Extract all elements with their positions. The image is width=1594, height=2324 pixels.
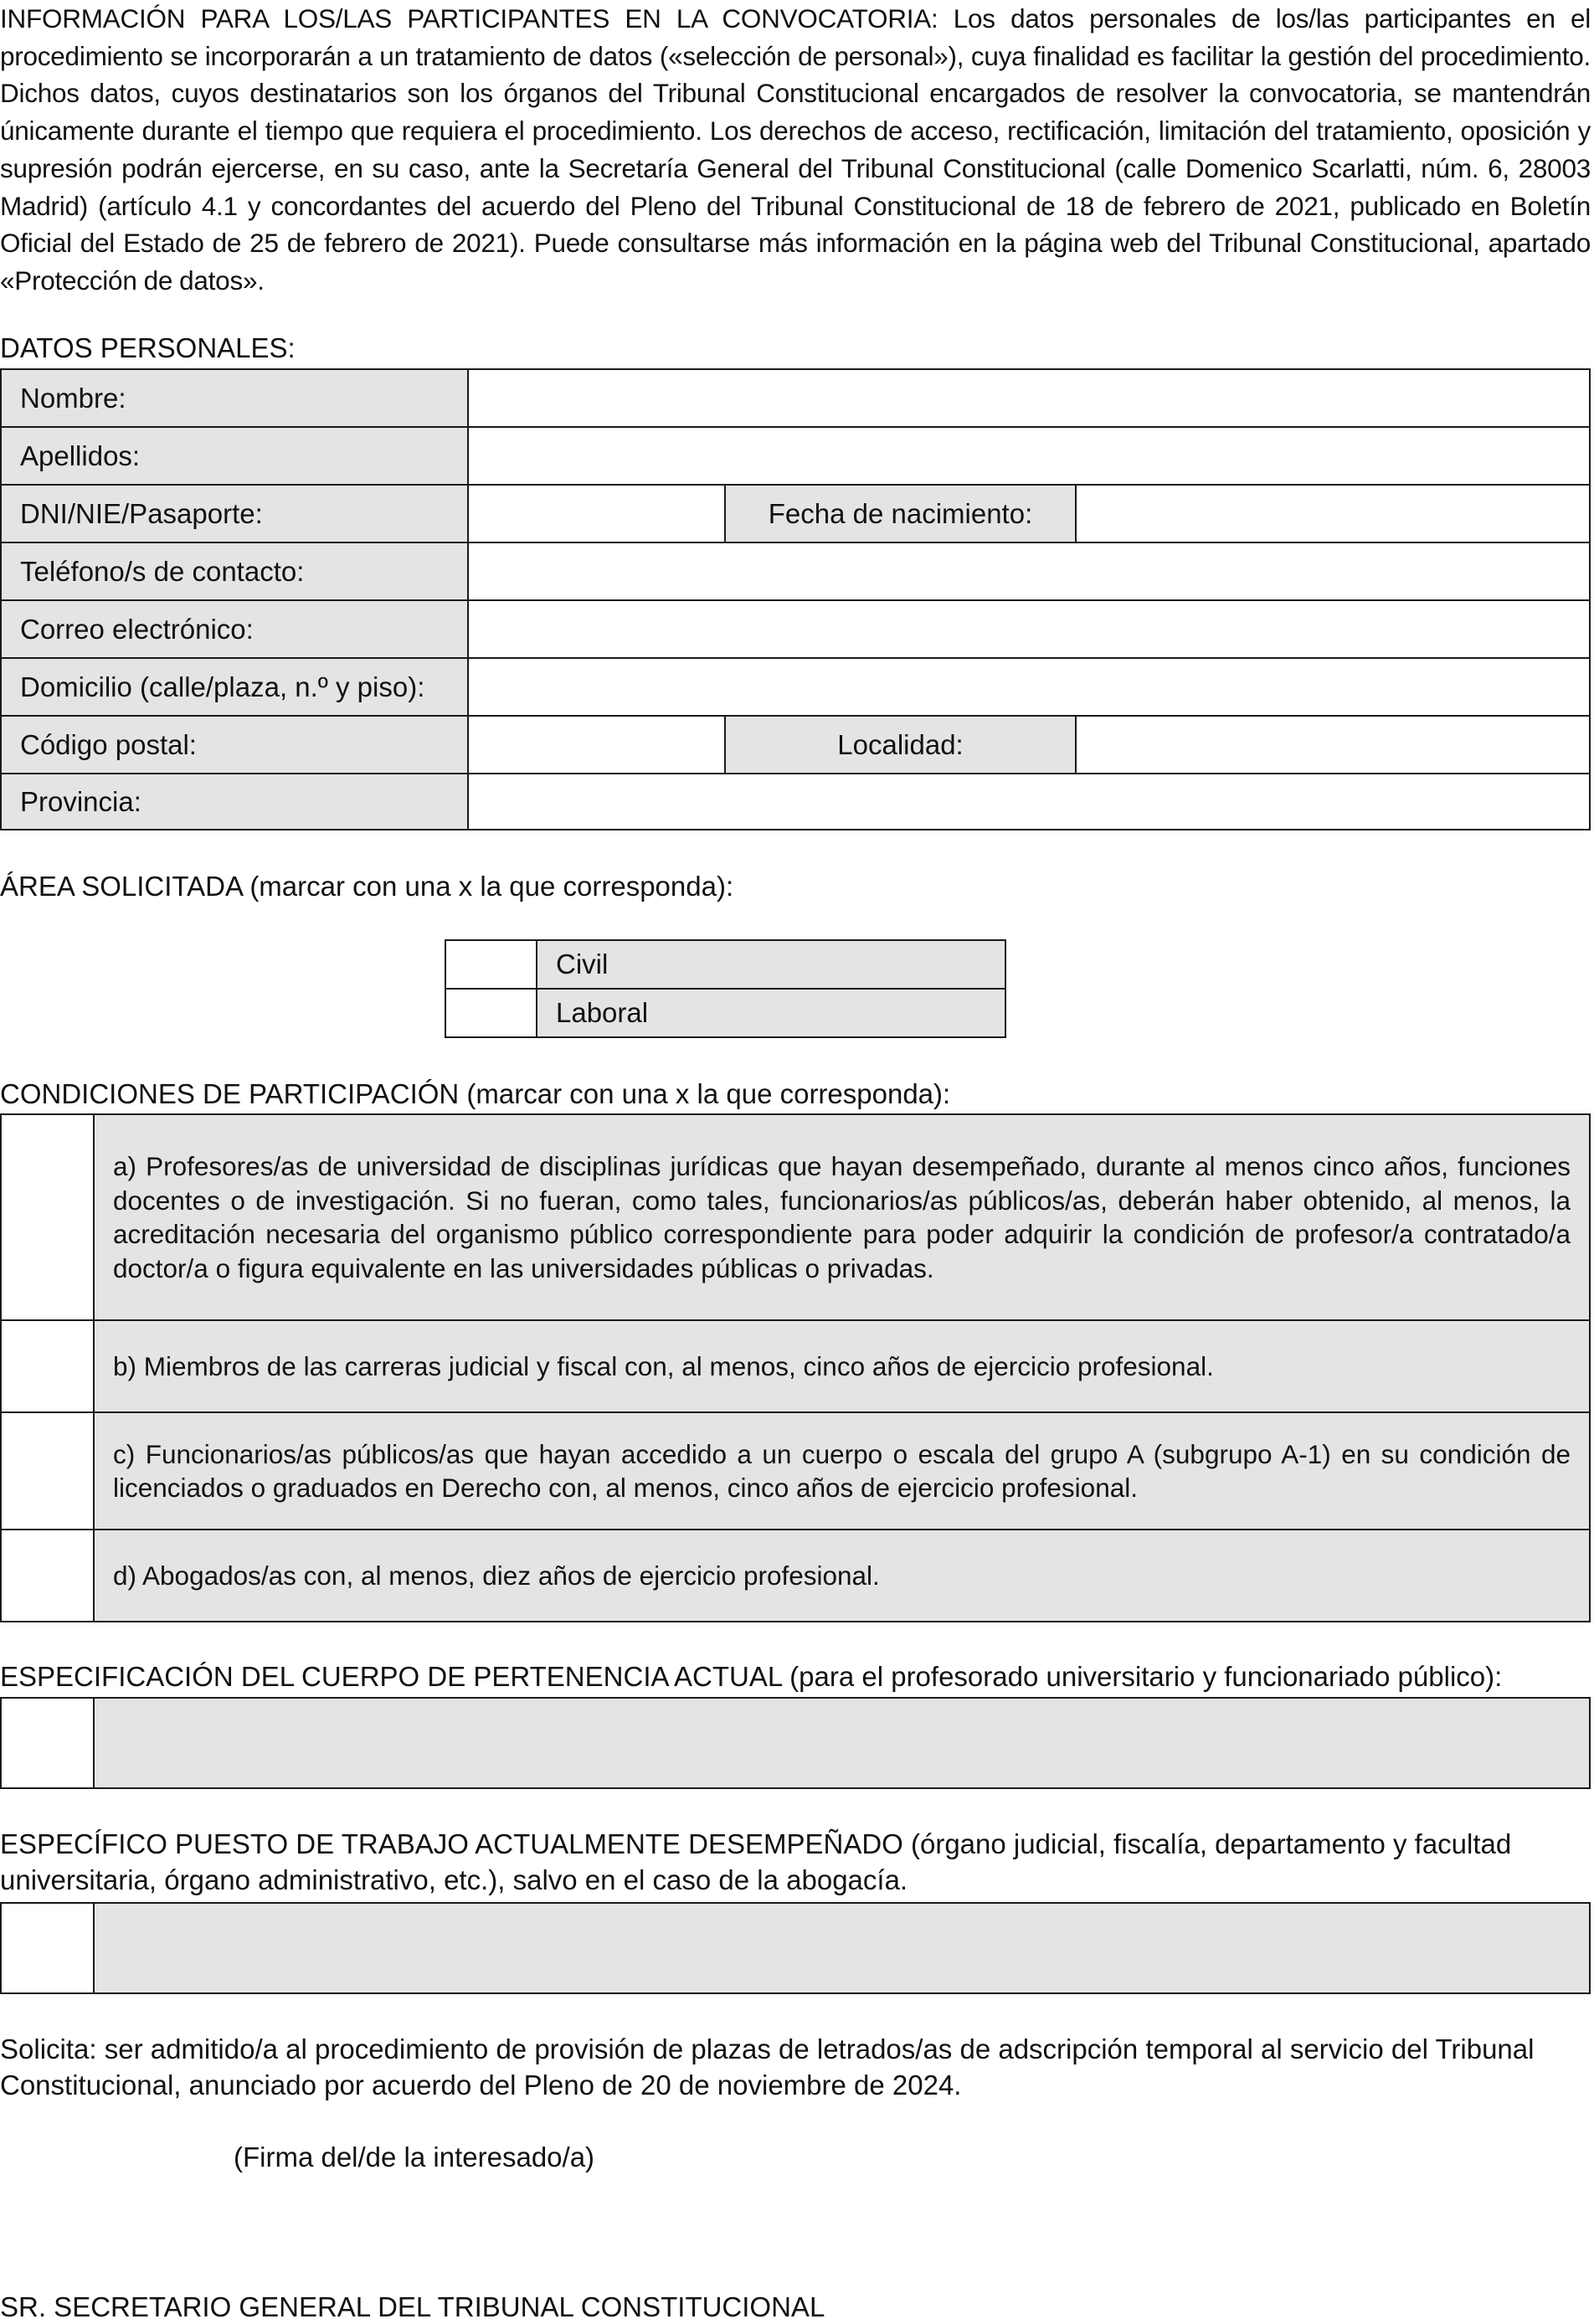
codigo-postal-label: Código postal:: [0, 715, 469, 774]
puesto-trabajo-checkbox[interactable]: [0, 1902, 95, 1994]
fecha-nacimiento-field[interactable]: [1075, 484, 1591, 543]
area-option-laboral: Laboral: [536, 988, 1006, 1038]
condicion-checkbox-a[interactable]: [0, 1113, 95, 1321]
telefono-label: Teléfono/s de contacto:: [0, 542, 469, 601]
apellidos-field[interactable]: [467, 426, 1591, 486]
condicion-option-c: c) Funcionarios/as públicos/as que hayan accedido a un cuerpo o escala del grupo A (subgrupo A-1) en su condición de licenciados o graduados en Derecho con, al menos, cinco años de ejercicio profesional.: [93, 1411, 1591, 1530]
condiciones-heading: CONDICIONES DE PARTICIPACIÓN (marcar con una x la que corresponda):: [0, 1078, 951, 1109]
condicion-option-b: b) Miembros de las carreras judicial y fiscal con, al menos, cinco años de ejercicio profesional.: [93, 1319, 1591, 1413]
datos-personales-heading: DATOS PERSONALES:: [0, 332, 296, 363]
especificacion-cuerpo-field[interactable]: [93, 1697, 1591, 1789]
provincia-label: Provincia:: [0, 773, 469, 830]
correo-field[interactable]: [467, 599, 1591, 659]
area-checkbox-civil[interactable]: [445, 939, 537, 990]
localidad-label: Localidad:: [724, 715, 1077, 774]
area-option-civil: Civil: [536, 939, 1006, 990]
info-paragraph: INFORMACIÓN PARA LOS/LAS PARTICIPANTES EN LA CONVOCATORIA: Los datos personales de los/las participantes en el procedimiento se incorporarán a un tratamiento de datos («selección de personal»), cuya finalidad es facilitar la gestión del procedimiento. Dichos datos, cuyos destinatarios son los órganos del Tribunal Constitucional encargados de resolver la convocatoria, se mantendrán únicamente durante el tiempo que requiera el procedimiento. Los derechos de acceso, rectificación, limitación del tratamiento, oposición y supresión podrán ejercerse, en su caso, ante la Secretaría General del Tribunal Constitucional (calle Domenico Scarlatti, núm. 6, 28003 Madrid) (artículo 4.1 y concordantes del acuerdo del Pleno del Tribunal Constitucional de 18 de febrero de 2021, publicado en Boletín Oficial del Estado de 25 de febrero de 2021). Puede consultarse más información en la página web del Tribunal Constitucional, apartado «Protección de datos».: [0, 3, 1591, 296]
telefono-field[interactable]: [467, 542, 1591, 601]
nombre-label: Nombre:: [0, 368, 469, 428]
localidad-field[interactable]: [1075, 715, 1591, 774]
destinatario: SR. SECRETARIO GENERAL DEL TRIBUNAL CONSTITUCIONAL: [0, 2291, 825, 2322]
firma-label: (Firma del/de la interesado/a): [234, 2141, 595, 2172]
apellidos-label: Apellidos:: [0, 426, 469, 486]
especificacion-cuerpo-checkbox[interactable]: [0, 1697, 95, 1789]
dni-field[interactable]: [467, 484, 726, 543]
area-heading: ÁREA SOLICITADA (marcar con una x la que corresponda):: [0, 871, 734, 902]
dni-label: DNI/NIE/Pasaporte:: [0, 484, 469, 543]
domicilio-label: Domicilio (calle/plaza, n.º y piso):: [0, 657, 469, 717]
provincia-field[interactable]: [467, 773, 1591, 830]
puesto-trabajo-heading: ESPECÍFICO PUESTO DE TRABAJO ACTUALMENTE DESEMPEÑADO (órgano judicial, fiscalía, departamento y facultad universitaria, órgano administrativo, etc.), salvo en el caso de la abogacía.: [0, 1828, 1512, 1895]
condicion-checkbox-d[interactable]: [0, 1529, 95, 1622]
correo-label: Correo electrónico:: [0, 599, 469, 659]
condicion-option-d: d) Abogados/as con, al menos, diez años de ejercicio profesional.: [93, 1529, 1591, 1622]
fecha-nacimiento-label: Fecha de nacimiento:: [724, 484, 1077, 543]
condicion-checkbox-c[interactable]: [0, 1411, 95, 1530]
condicion-option-a: a) Profesores/as de universidad de disciplinas jurídicas que hayan desempeñado, durante al menos cinco años, funciones docentes o de investigación. Si no fueran, como tales, funcionarios/as públicos/as, deberán haber obtenido, al menos, la acreditación necesaria del organismo público correspondiente para poder adquirir la condición de profesor/a contratado/a doctor/a o figura equivalente en las universidades públicas o privadas.: [93, 1113, 1591, 1321]
nombre-field[interactable]: [467, 368, 1591, 428]
condicion-checkbox-b[interactable]: [0, 1319, 95, 1413]
area-checkbox-laboral[interactable]: [445, 988, 537, 1038]
codigo-postal-field[interactable]: [467, 715, 726, 774]
puesto-trabajo-field[interactable]: [93, 1902, 1591, 1994]
solicita-paragraph: Solicita: ser admitido/a al procedimiento de provisión de plazas de letrados/as de adscripción temporal al servicio del Tribunal Constitucional, anunciado por acuerdo del Pleno de 20 de noviembre de 2024.: [0, 2034, 1535, 2100]
domicilio-field[interactable]: [467, 657, 1591, 717]
especificacion-cuerpo-heading: ESPECIFICACIÓN DEL CUERPO DE PERTENENCIA ACTUAL (para el profesorado universitario y funcionariado público):: [0, 1661, 1503, 1692]
